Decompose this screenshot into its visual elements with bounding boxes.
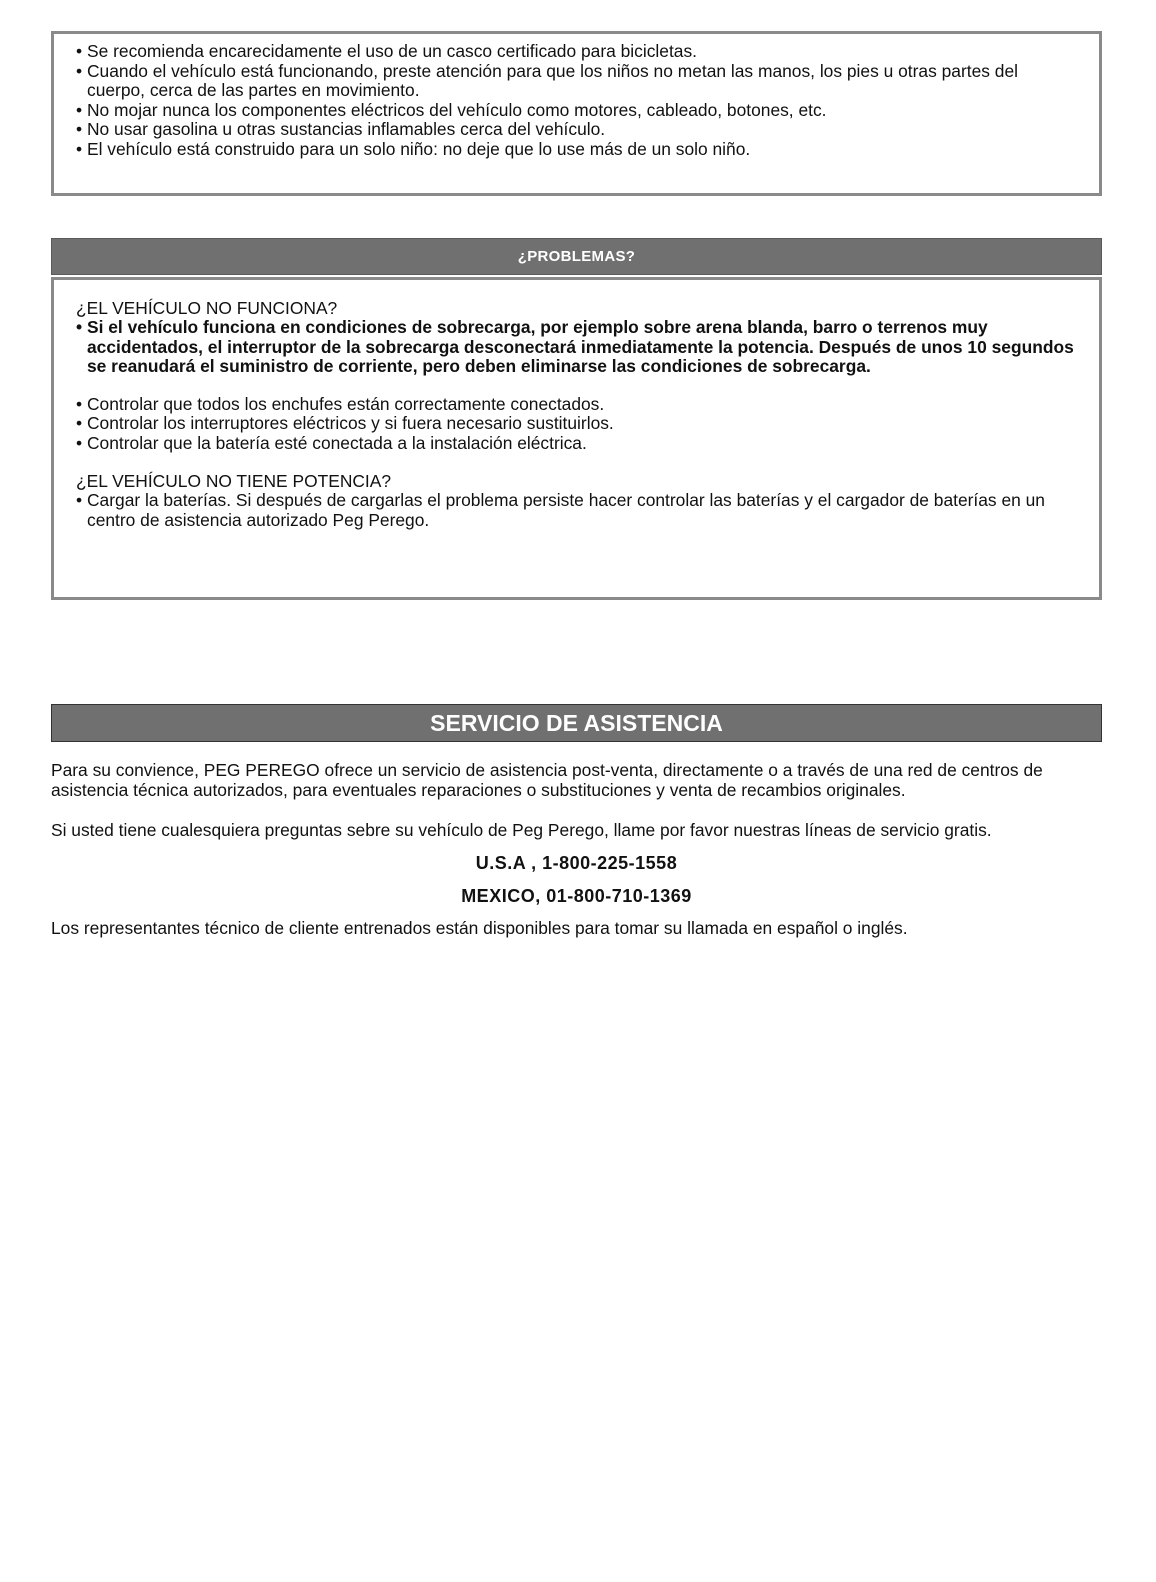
overload-warning: • Si el vehículo funciona en condiciones de sobrecarga, por ejemplo sobre arena blanda, barro o terrenos muy accidentados, el interruptor de la sobrecarga desconectará inmediatamente la potencia. Después de unos 10 segundos se reanudará el suministro de corriente, pero deben eliminarse las condiciones de sobrecarga.	[76, 318, 1077, 377]
phone-mexico: MEXICO, 01-800-710-1369	[461, 886, 692, 906]
service-paragraph-1: Para su convience, PEG PEREGO ofrece un servicio de asistencia post-venta, directamente o a través de una red de centros de asistencia técnica autorizados, para eventuales reparaciones o substituciones y venta de recambios originales.	[51, 760, 1043, 800]
check-item: • Controlar que la batería esté conectada a la instalación eléctrica.	[76, 434, 1077, 454]
phone-usa: U.S.A , 1-800-225-1558	[475, 853, 678, 873]
safety-warnings-box	[51, 31, 1102, 196]
safety-list	[76, 42, 1077, 159]
safety-item: • Cuando el vehículo está funcionando, preste atención para que los niños no metan las manos, los pies u otras partes del cuerpo, cerca de las partes en movimiento.	[76, 62, 1077, 101]
safety-item: • No mojar nunca los componentes eléctricos del vehículo como motores, cableado, botones, etc.	[76, 101, 1077, 121]
no-potencia-list	[76, 491, 1077, 530]
safety-item: • Se recomienda encarecidamente el uso de un casco certificado para bicicletas.	[76, 42, 1077, 62]
no-funciona-list	[76, 395, 1077, 454]
spacer	[76, 377, 1077, 395]
spacer	[76, 453, 1077, 471]
no-potencia-heading: ¿EL VEHÍCULO NO TIENE POTENCIA?	[76, 471, 392, 491]
problems-header: ¿PROBLEMAS?	[51, 238, 1102, 275]
service-paragraph-3: Los representantes técnico de cliente entrenados están disponibles para tomar su llamada en español o inglés.	[51, 918, 908, 938]
service-header: SERVICIO DE ASISTENCIA	[51, 704, 1102, 742]
service-body	[51, 760, 1102, 938]
no-funciona-bold-list	[76, 318, 1077, 377]
check-item: • Controlar que todos los enchufes están correctamente conectados.	[76, 395, 1077, 415]
check-item: • Cargar la baterías. Si después de cargarlas el problema persiste hacer controlar las baterías y el cargador de baterías en un centro de asistencia autorizado Peg Perego.	[76, 491, 1077, 530]
safety-item: • No usar gasolina u otras sustancias inflamables cerca del vehículo.	[76, 120, 1077, 140]
check-item: • Controlar los interruptores eléctricos y si fuera necesario sustituirlos.	[76, 414, 1077, 434]
problems-box	[51, 277, 1102, 600]
no-funciona-heading: ¿EL VEHÍCULO NO FUNCIONA?	[76, 298, 338, 318]
service-paragraph-2: Si usted tiene cualesquiera preguntas sebre su vehículo de Peg Perego, llame por favor nuestras líneas de servicio gratis.	[51, 820, 992, 840]
safety-item: • El vehículo está construido para un solo niño: no deje que lo use más de un solo niño.	[76, 140, 1077, 160]
